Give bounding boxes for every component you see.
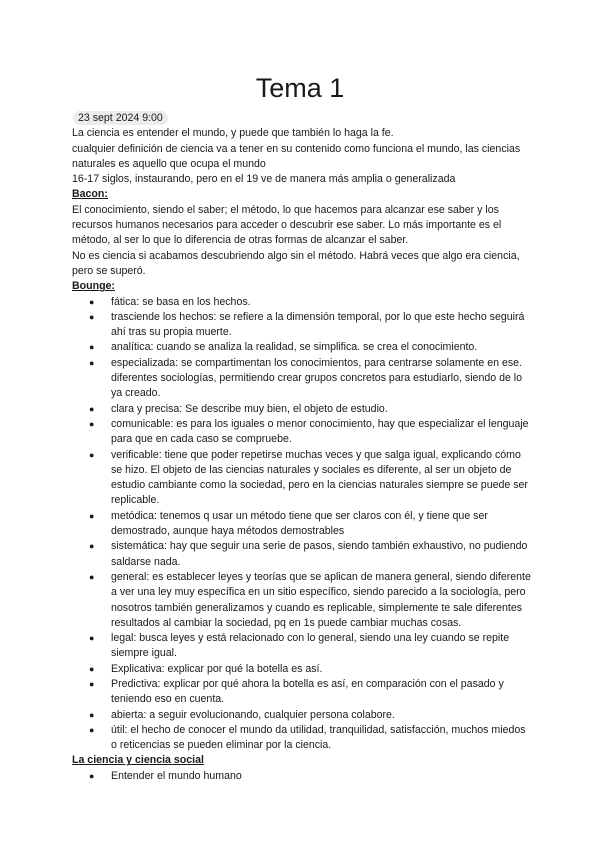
list-item — [72, 448, 532, 509]
section-heading-bacon: Bacon: — [72, 188, 108, 201]
list-item-text: clara y precisa: Se describe muy bien, el objeto de estudio. — [111, 402, 388, 415]
list-item — [72, 723, 532, 754]
list-item-text: Predictiva: explicar por qué ahora la botella es así, en comparación con el pasado y teniendo eso en cuenta. — [111, 677, 504, 706]
list-item — [72, 509, 532, 540]
list-item — [72, 769, 532, 784]
bullet-icon: ● — [89, 418, 95, 429]
list-item — [72, 295, 532, 310]
bullet-icon: ● — [89, 311, 95, 322]
list-item — [72, 631, 532, 662]
section-heading-ciencia-social: La ciencia y ciencia social — [72, 754, 204, 767]
page-title: Tema 1 — [255, 73, 345, 103]
list-item-text: analítica: cuando se analiza la realidad, se simplifica. se crea el conocimiento. — [111, 341, 478, 354]
list-item — [72, 417, 532, 448]
list-item-text: verificable: tiene que poder repetirse muchas veces y que salga igual, explicando cómo se hizo. El objeto de las ciencias naturales y sociales es diferente, al ser un objeto de estudio cambiante como la sociedad, pero en la ciencias naturales siempre se puede ser replicable. — [111, 448, 528, 507]
bullet-icon: ● — [89, 571, 95, 582]
list-item — [72, 662, 532, 677]
bacon-paragraph: El conocimiento, siendo el saber; el método, lo que hacemos para alcanzar ese saber y los recursos humanos necesarios para acceder o descubrir ese saber. Lo más importante es el método, al ser lo que lo diferencia de otras formas de alcanzar el saber. — [72, 203, 502, 247]
list-item-text: metódica: tenemos q usar un método tiene que ser claros con él, y tiene que ser demostrado, aunque haya métodos demostrables — [111, 509, 488, 538]
document-body — [72, 111, 532, 784]
list-item-text: legal: busca leyes y está relacionado con lo general, siendo una ley cuando se repite siempre igual. — [111, 632, 510, 660]
list-item — [72, 340, 532, 355]
bullet-icon: ● — [89, 403, 95, 414]
list-item-text: Entender el mundo humano — [111, 769, 242, 782]
bacon-paragraph: No es ciencia si acabamos descubriendo algo sin el método. Habrá veces que algo era ciencia, pero se superó. — [72, 249, 520, 277]
list-item — [72, 539, 532, 570]
intro-paragraph: 16-17 siglos, instaurando, pero en el 19 ve de manera más amplia o generalizada — [72, 173, 456, 186]
bullet-icon: ● — [89, 510, 95, 521]
bullet-icon: ● — [89, 709, 95, 720]
bullet-icon: ● — [89, 357, 95, 368]
bullet-icon: ● — [89, 633, 95, 644]
bullet-icon: ● — [89, 770, 95, 781]
date-chip[interactable]: 23 sept 2024 9:00 — [73, 111, 168, 125]
bullet-icon: ● — [89, 678, 95, 689]
list-item — [72, 356, 532, 402]
bullet-icon: ● — [89, 724, 95, 735]
list-item-text: útil: el hecho de conocer el mundo da utilidad, tranquilidad, satisfacción, muchos miedos o reticencias se pueden eliminar por la ciencia. — [111, 723, 526, 752]
list-item — [72, 708, 532, 723]
bullet-icon: ● — [89, 449, 95, 460]
list-item — [72, 677, 532, 708]
list-item-text: trasciende los hechos: se refiere a la dimensión temporal, por lo que este hecho seguirá ahí tras su propia muerte. — [111, 310, 525, 339]
ciencia-social-list — [72, 769, 532, 784]
bullet-icon: ● — [89, 541, 95, 552]
list-item-text: Explicativa: explicar por qué la botella es así. — [111, 662, 323, 675]
bullet-icon: ● — [89, 663, 95, 674]
intro-paragraph: cualquier definición de ciencia va a tener en su contenido como funciona el mundo, las ciencias naturales es aquello que ocupa el mundo — [72, 142, 521, 170]
list-item-text: comunicable: es para los iguales o menor conocimiento, hay que especializar el lenguaje para que en cada caso se compruebe. — [111, 417, 529, 446]
bounge-list — [72, 295, 532, 754]
list-item — [72, 402, 532, 417]
list-item-text: abierta: a seguir evolucionando, cualquier persona colabore. — [111, 708, 395, 721]
bullet-icon: ● — [89, 296, 95, 307]
list-item-text: general: es establecer leyes y teorías que se aplican de manera general, siendo diferente a ver una ley muy específica en un sitio específico, siendo parecido a la sociología, pero nosotros también generalizamos y cuando es replicable, simplemente te sale diferentes resultados al cambiar la sociedad, pq en 1s puede cambiar muchas cosas. — [111, 570, 531, 629]
section-heading-bounge: Bounge: — [72, 280, 115, 293]
intro-paragraph: La ciencia es entender el mundo, y puede que también lo haga la fe. — [72, 127, 394, 140]
list-item — [72, 570, 532, 631]
list-item — [72, 310, 532, 341]
bullet-icon: ● — [89, 342, 95, 353]
list-item-text: fática: se basa en los hechos. — [111, 295, 251, 308]
list-item-text: sistemática: hay que seguir una serie de pasos, siendo también exhaustivo, no pudiendo saldarse nada. — [111, 540, 528, 568]
list-item-text: especializada: se compartimentan los conocimientos, para centrarse solamente en ese. diferentes sociologías, permitiendo crear grupos concretos para estudiarlo, siendo de lo ya creado. — [111, 356, 523, 400]
